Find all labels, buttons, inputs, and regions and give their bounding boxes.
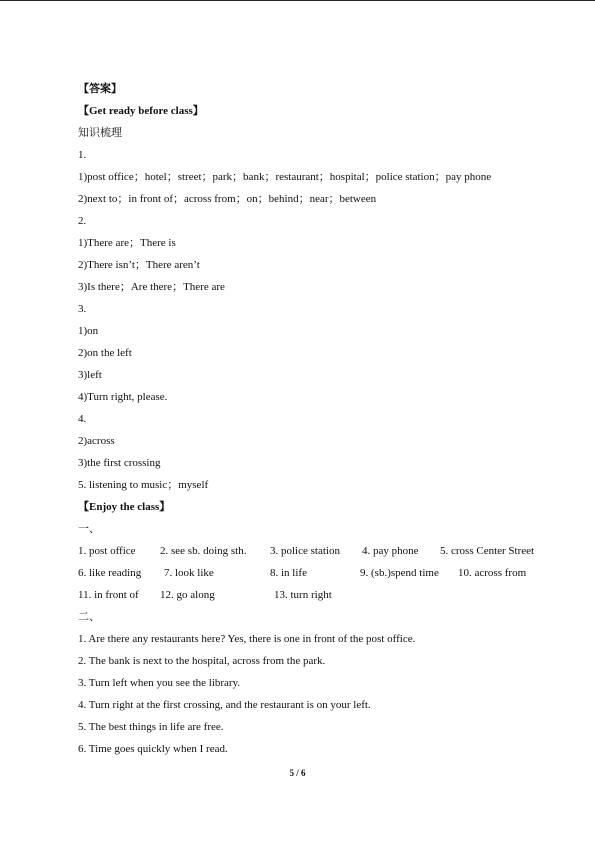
answer-line: 5. listening to music；myself <box>78 479 209 491</box>
sentence-line: 3. Turn left when you see the library. <box>78 677 241 689</box>
phrase-item: 9. (sb.)spend time <box>360 567 439 579</box>
answer-line: 3. <box>78 303 87 315</box>
answer-line: 2)on the left <box>78 347 132 359</box>
answer-line: 1)There are；There is <box>78 237 176 249</box>
answer-line: 1)post office；hotel；street；park；bank；restaurant；hospital；police station；pay phone <box>78 171 492 183</box>
answer-line: 4. <box>78 413 87 425</box>
answer-line: 1. <box>78 149 87 161</box>
phrase-item: 6. like reading <box>78 567 142 579</box>
answer-line: 2)next to；in front of；across from；on；behind；near；between <box>78 193 377 205</box>
answer-line: 2. <box>78 215 87 227</box>
sentence-line: 2. The bank is next to the hospital, across from the park. <box>78 655 326 667</box>
sentence-line: 5. The best things in life are free. <box>78 721 224 733</box>
phrase-item: 2. see sb. doing sth. <box>160 545 247 557</box>
section-enjoy-class-heading: 【Enjoy the class】 <box>78 501 171 513</box>
answer-line: 3)left <box>78 369 102 381</box>
phrase-item: 10. across from <box>458 567 527 579</box>
phrase-row <box>78 562 558 584</box>
phrase-row <box>78 540 558 562</box>
page-number: 5 / 6 <box>289 768 306 778</box>
answer-line: 4)Turn right, please. <box>78 391 168 403</box>
part-two-label: 二、 <box>78 611 100 623</box>
phrase-item: 11. in front of <box>78 589 139 601</box>
phrase-item: 13. turn right <box>274 589 332 601</box>
page-top-rule <box>0 0 595 1</box>
answer-line: 2)There isn’t；There aren’t <box>78 259 200 271</box>
section-subheading: 知识梳理 <box>78 127 122 139</box>
answer-line: 1)on <box>78 325 99 337</box>
answer-line: 3)Is there；Are there；There are <box>78 281 225 293</box>
phrase-item: 7. look like <box>164 567 214 579</box>
section-get-ready-heading: 【Get ready before class】 <box>78 105 204 117</box>
answer-heading: 【答案】 <box>78 83 122 95</box>
phrase-item: 8. in life <box>270 567 307 579</box>
answer-line: 3)the first crossing <box>78 457 161 469</box>
sentence-line: 6. Time goes quickly when I read. <box>78 743 228 755</box>
sentence-line: 1. Are there any restaurants here? Yes, there is one in front of the post office. <box>78 633 416 645</box>
phrase-item: 4. pay phone <box>362 545 419 557</box>
phrase-row <box>78 584 558 606</box>
phrase-item: 5. cross Center Street <box>440 545 535 557</box>
part-one-label: 一、 <box>78 523 100 535</box>
sentence-line: 4. Turn right at the first crossing, and the restaurant is on your left. <box>78 699 371 711</box>
phrase-item: 12. go along <box>160 589 215 601</box>
answer-line: 2)across <box>78 435 115 447</box>
phrase-item: 1. post office <box>78 545 136 557</box>
answer-document <box>78 78 558 760</box>
phrase-item: 3. police station <box>270 545 340 557</box>
